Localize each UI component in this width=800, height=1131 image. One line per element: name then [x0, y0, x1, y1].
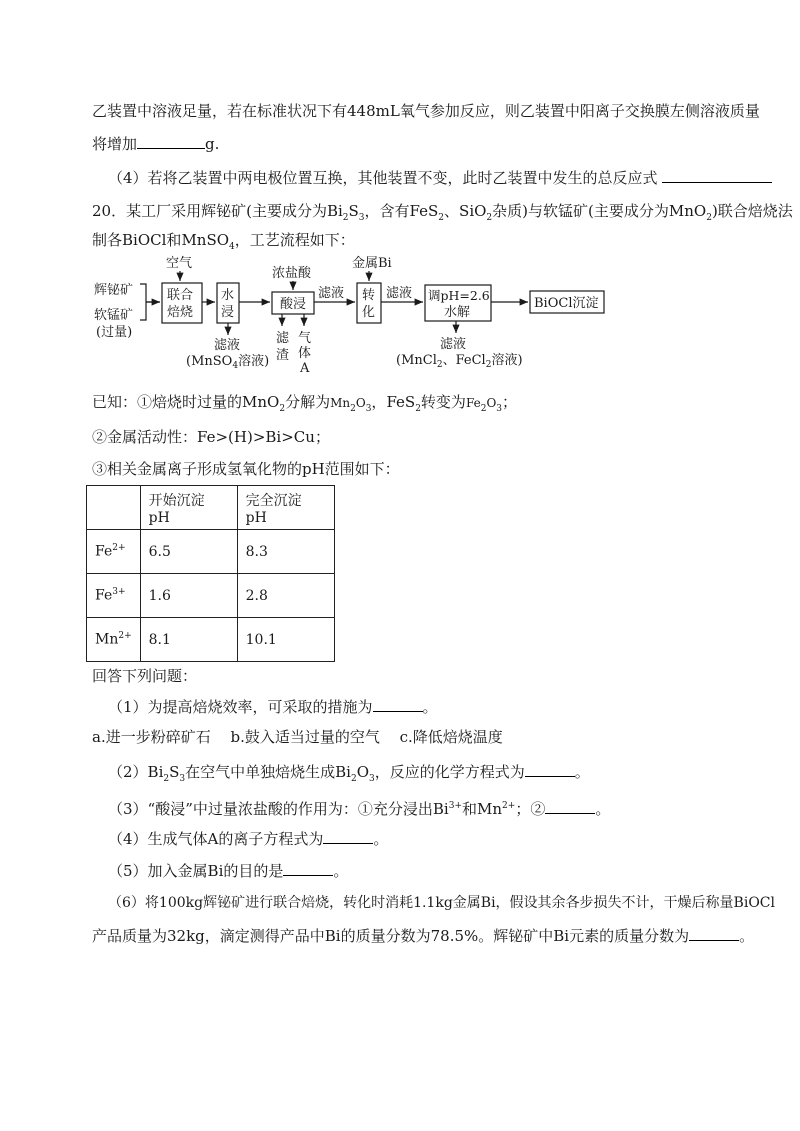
q19-text: 乙装置中溶液足量，若在标准状况下有	[92, 102, 348, 120]
known-text: 转变为	[420, 393, 466, 411]
q20-text: 杂质)与软锰矿(主要成分为	[492, 202, 669, 220]
question-text: （2）	[108, 763, 148, 781]
question-text: （1）为提高焙烧效率，可采取的措施为	[108, 698, 373, 716]
question-text: 和	[462, 800, 478, 818]
q19-text: 将增加	[92, 135, 138, 153]
table-cell: 8.3	[237, 530, 334, 574]
roast-label-1: 联合	[167, 288, 194, 303]
product-label: BiOCl沉淀	[534, 296, 599, 311]
table-cell-ion: $Fe^{3+}$	[87, 574, 141, 618]
q19-part4-text: （4）若将乙装置中两电极位置互换，其他装置不变，此时乙装置中发生的总反应式	[108, 169, 658, 187]
air-label: 空气	[166, 256, 193, 271]
question-text: （5）加入金属Bi的目的是	[108, 862, 284, 880]
subscript: 2	[486, 213, 493, 223]
formula: MnSO	[181, 231, 230, 249]
answer-blank[interactable]	[373, 697, 423, 712]
formula: O	[356, 763, 370, 781]
filtrate-a-label: 滤液	[318, 286, 345, 301]
hydrolysis-label-1: 调pH=2.6	[428, 288, 490, 303]
q20-text: 20．某工厂采用辉铋矿(主要成分为	[92, 202, 327, 220]
table-cell: 6.5	[140, 530, 237, 574]
known-line2	[92, 427, 752, 447]
formula: FeS	[409, 202, 439, 220]
filtrate1-label-2: (MnSO$_4$溶液)	[186, 354, 270, 371]
hydrolysis-label-2: 水解	[444, 305, 471, 320]
hcl-label: 浓盐酸	[272, 266, 312, 281]
q19-volume: 448mL	[347, 102, 400, 120]
questions-lead: 回答下列问题：	[92, 667, 198, 685]
residue-label-1: 滤	[276, 331, 290, 346]
question-text: 在空气中单独焙烧生成	[185, 763, 336, 781]
question-text: ，反应的化学方程式为	[374, 763, 525, 781]
formula: Mn	[477, 800, 503, 818]
leach-label-2: 浸	[221, 305, 235, 320]
answer-blank[interactable]	[323, 829, 373, 844]
q20-text: 制各	[92, 231, 123, 249]
ore-label-1: 辉铋矿	[94, 283, 134, 298]
formula: O	[486, 396, 497, 410]
answer-blank[interactable]	[545, 799, 595, 814]
table-row	[87, 574, 335, 618]
formula: O	[355, 396, 366, 410]
question-1-options: a.进一步粉碎矿石 b.鼓入适当过量的空气 c.降低焙烧温度	[92, 728, 503, 746]
table-cell: 1.6	[140, 574, 237, 618]
filtrate1-label-1: 滤液	[214, 338, 241, 353]
formula: S	[169, 763, 180, 781]
table-row	[87, 618, 335, 662]
filtrate-b-label: 滤液	[386, 286, 413, 301]
formula: Bi	[432, 800, 449, 818]
formula: FeS	[386, 393, 416, 411]
subscript: 3	[369, 774, 375, 784]
answer-blank[interactable]	[525, 762, 575, 777]
table-cell-ion: $Mn^{2+}$	[87, 618, 141, 662]
subscript: 2	[480, 404, 487, 414]
formula: Bi	[335, 763, 351, 781]
ph-table	[86, 485, 335, 662]
question-4	[108, 829, 768, 849]
question-text: ；②	[515, 800, 546, 818]
question-text: （3）“酸浸”中过量浓盐酸的作用为：①充分浸出	[108, 800, 433, 818]
q19-line1	[92, 101, 760, 121]
table-header-cell: 开始沉淀 pH	[140, 486, 237, 530]
table-cell: 2.8	[237, 574, 334, 618]
q19-part4	[108, 168, 768, 188]
superscript: 2+	[502, 801, 516, 811]
gas-label-3: A	[300, 361, 310, 376]
subscript: 3	[179, 774, 186, 784]
subscript: 2	[438, 213, 445, 223]
question-6-line1: （6）将100kg辉铋矿进行联合焙烧，转化时消耗1.1kg金属Bi，假设其余各步损失不计，干燥后称量BiOCl	[108, 895, 775, 911]
q20-text: ，工艺流程如下：	[234, 231, 355, 249]
known-text: ②金属活动性：	[92, 428, 198, 446]
q19-line2	[92, 134, 752, 154]
answer-blank[interactable]	[662, 168, 772, 183]
question-3	[108, 796, 768, 819]
subscript: 2	[415, 404, 421, 414]
question-1	[108, 697, 768, 717]
formula: MnO	[242, 393, 280, 411]
subscript: 2	[706, 213, 712, 223]
table-row	[87, 530, 335, 574]
formula: SiO	[459, 202, 487, 220]
convert-label-2: 化	[362, 305, 376, 320]
subscript: 4	[229, 242, 235, 252]
ore-label-2: 软锰矿	[94, 308, 134, 323]
subscript: 2	[350, 404, 356, 414]
subscript: 3	[365, 404, 372, 414]
known-text: ；	[502, 393, 518, 411]
residue-label-2: 渣	[276, 348, 290, 363]
table-header-row	[87, 486, 335, 530]
table-header-cell	[87, 486, 141, 530]
answer-blank[interactable]	[283, 861, 333, 876]
q19-unit: g.	[205, 135, 220, 153]
subscript: 2	[350, 774, 357, 784]
q19-text: 氧气参加反应，则乙装置中阳离子交换膜左侧溶液质量	[399, 102, 760, 120]
activity-series: Fe>(H)>Bi>Cu	[197, 428, 315, 446]
roast-label-2: 焙烧	[167, 305, 194, 320]
question-text: 。	[333, 862, 349, 880]
formula: MnO	[668, 202, 707, 220]
convert-label-1: 转	[362, 288, 376, 303]
formula: Mn	[330, 396, 351, 410]
subscript: 2	[342, 213, 349, 223]
acid-leach-label: 酸浸	[280, 297, 307, 312]
formula: Bi	[147, 763, 164, 781]
question-2	[108, 762, 768, 789]
filtrate2-label-2: (MnCl$_2$、FeCl$_2$溶液)	[396, 353, 523, 370]
table-cell: 8.1	[140, 618, 237, 662]
question-text: 。	[373, 830, 389, 848]
subscript: 3	[496, 404, 503, 414]
question-text: 。	[739, 927, 755, 945]
known-line1	[92, 392, 752, 419]
ore-label-3: (过量)	[96, 325, 133, 340]
subscript: 2	[163, 774, 170, 784]
known-text: 分解为	[285, 393, 331, 411]
subscript: 2	[279, 404, 286, 414]
gas-label-1: 气	[298, 331, 312, 346]
question-5	[108, 861, 768, 881]
question-text: 。	[595, 800, 611, 818]
q20-intro-line1	[92, 201, 793, 228]
q20-text: 、	[444, 202, 460, 220]
formula: S	[348, 202, 359, 220]
known-text: ，	[371, 393, 387, 411]
formula: Bi	[326, 202, 343, 220]
question-text: 。	[422, 698, 438, 716]
bi-label: 金属Bi	[352, 256, 392, 271]
superscript: 3+	[448, 801, 462, 811]
gas-label-2: 体	[298, 346, 312, 361]
known-line3: ③相关金属离子形成氢氧化物的pH范围如下：	[92, 460, 400, 478]
process-flow-diagram	[0, 250, 800, 380]
table-header-cell: 完全沉淀 pH	[237, 486, 334, 530]
leach-label-1: 水	[221, 288, 235, 303]
known-text: 已知：①焙烧时过量的	[92, 393, 243, 411]
formula: Fe	[465, 396, 481, 410]
formula: BiOCl	[122, 231, 167, 249]
q20-text: )联合焙烧法	[711, 202, 793, 220]
known-text: ；	[314, 428, 330, 446]
q20-text: ，含有	[364, 202, 410, 220]
question-text: （4）生成气体A的离子方程式为	[108, 830, 324, 848]
question-text: 产品质量为32kg，滴定测得产品中Bi的质量分数为78.5%。辉铋矿中Bi元素的质量分数为	[92, 927, 690, 945]
table-cell-ion: $Fe^{2+}$	[87, 530, 141, 574]
question-text: 。	[574, 763, 590, 781]
answer-blank[interactable]	[689, 926, 739, 941]
q20-text: 和	[166, 231, 182, 249]
question-6-line2	[92, 926, 755, 946]
table-cell: 10.1	[237, 618, 334, 662]
answer-blank[interactable]	[137, 134, 205, 149]
filtrate2-label-1: 滤液	[440, 337, 467, 352]
subscript: 3	[358, 213, 365, 223]
